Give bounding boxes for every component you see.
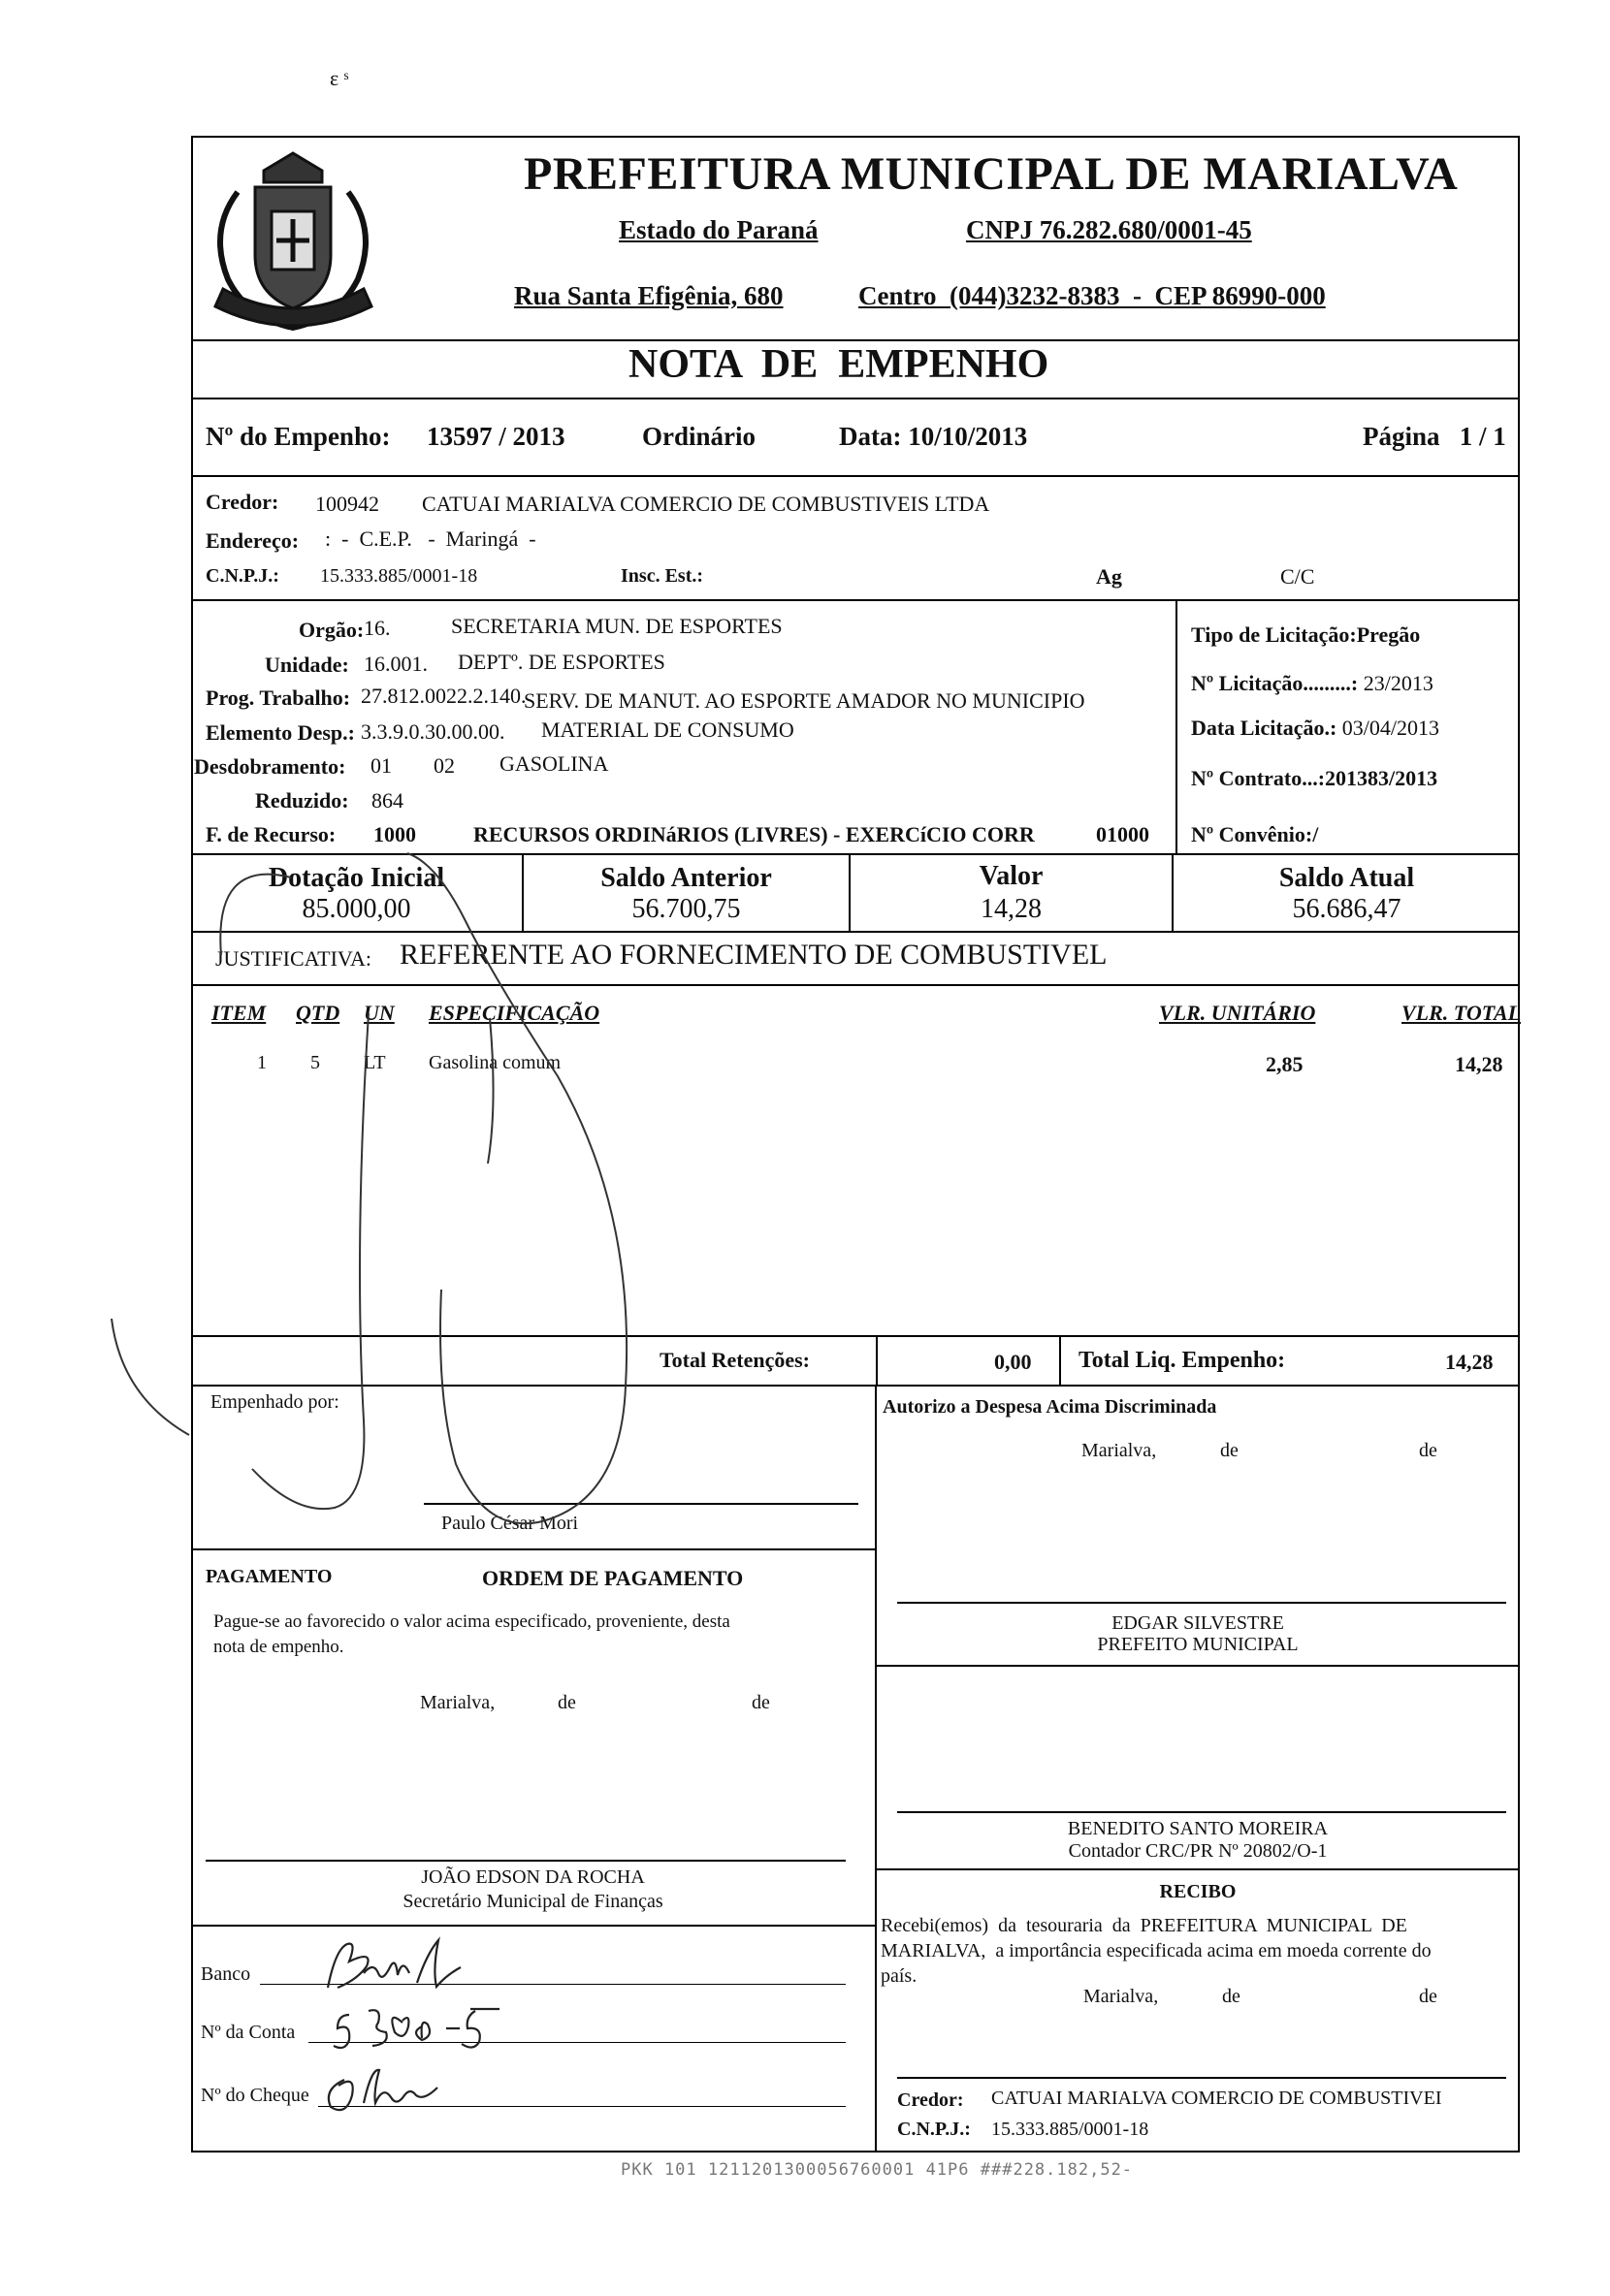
address-street: Rua Santa Efigênia, 680 [514,281,784,310]
divider [1059,1335,1061,1386]
convenio: Nº Convênio:/ [1191,822,1319,846]
signature-line [897,1811,1506,1813]
insc-est-label: Insc. Est.: [621,565,704,587]
retencoes-label: Total Retenções: [660,1348,810,1372]
orgao-name: SECRETARIA MUN. DE ESPORTES [451,614,783,638]
dotacao-value: 85.000,00 [302,894,411,924]
recibo-de2: de [1419,1986,1437,2007]
valor-value: 14,28 [981,894,1042,924]
licitacao-date [1191,716,1439,741]
col-item-header: ITEM [211,1001,267,1025]
divider [191,475,1520,477]
credor-name: CATUAI MARIALVA COMERCIO DE COMBUSTIVEIS LTDA [422,492,990,516]
tipo-licitacao: Tipo de Licitação:Pregão [1191,622,1421,647]
empenhado-label: Empenhado por: [210,1391,339,1413]
secretario-title: Secretário Municipal de Finanças [402,1891,663,1912]
retencoes-value: 0,00 [994,1350,1032,1374]
row-spec: Gasolina comum [429,1052,562,1073]
recibo-title: RECIBO [1159,1881,1237,1902]
pagamento-label: PAGAMENTO [206,1566,333,1587]
cnpj-credor-label: C.N.P.J.: [206,565,279,587]
recibo-credor-value: CATUAI MARIALVA COMERCIO DE COMBUSTIVEI [991,2088,1442,2109]
endereco-value: : - C.E.P. - Maringá - [325,526,536,551]
handwritten-cheque [315,2060,509,2119]
recibo-de1: de [1222,1986,1240,2007]
saldo-anterior-label: Saldo Anterior [600,863,772,893]
divider [191,1335,1520,1337]
divider [191,853,1520,855]
secretario-name: JOÃO EDSON DA ROCHA [421,1866,645,1888]
saldo-atual-value: 56.686,47 [1292,894,1401,924]
recibo-cnpj-value: 15.333.885/0001-18 [991,2119,1149,2140]
elemento-code: 3.3.9.0.30.00.00. [361,719,505,744]
recurso-num: 01000 [1096,822,1149,846]
handwritten-banco [320,1934,514,2002]
col-total-header: VLR. TOTAL [1401,1001,1522,1025]
divider [191,599,1520,601]
recibo-text-1: Recebi(emos) da tesouraria da PREFEITURA MUNICIPAL DE [881,1915,1407,1936]
liquido-label: Total Liq. Empenho: [1079,1348,1286,1373]
signature-line [206,1860,846,1862]
empenho-date: Data: 10/10/2013 [839,422,1028,451]
autorizo-title: Autorizo a Despesa Acima Discriminada [883,1396,1217,1418]
micr-line: PKK 101 1211201300056760001 41P6 ###228.182,52- [621,2160,1134,2180]
desdobramento-a: 01 [370,753,392,778]
ag-label: Ag [1096,564,1122,589]
recibo-text-2: MARIALVA, a importância especificada acima em moeda corrente do [881,1940,1432,1961]
empenho-label: Nº do Empenho: [206,422,391,451]
autorizo-de2: de [1419,1440,1437,1461]
col-qtd-header: QTD [296,1001,340,1025]
liquido-value: 14,28 [1445,1350,1494,1374]
pagamento-text-1: Pague-se ao favorecido o valor acima especificado, proveniente, desta [213,1611,730,1632]
row-qtd: 5 [310,1052,320,1073]
desdobramento-label: Desdobramento: [194,754,346,779]
cnpj-label: CNPJ 76.282.680/0001-45 [966,215,1252,244]
divider [876,1868,1520,1870]
desdobramento-b: 02 [434,753,455,778]
unidade-code: 16.001. [364,652,428,676]
divider [1175,599,1177,853]
divider [191,1925,875,1927]
state-label: Estado do Paraná [619,215,819,244]
empenhado-name: Paulo César Mori [441,1513,579,1534]
prefeito-name: EDGAR SILVESTRE [1111,1612,1284,1634]
unidade-name: DEPTº. DE ESPORTES [458,650,665,674]
credor-code: 100942 [315,492,379,516]
recurso-label: F. de Recurso: [206,822,337,846]
row-total: 14,28 [1455,1052,1503,1076]
page-number: Página 1 / 1 [1363,422,1506,451]
elemento-name: MATERIAL DE CONSUMO [541,718,794,742]
signature-line [897,1602,1506,1604]
divider [875,1385,877,2152]
autorizo-de1: de [1220,1440,1239,1461]
desdobramento-name: GASOLINA [499,751,609,776]
col-unit-header: VLR. UNITÁRIO [1159,1001,1316,1025]
licitacao-date-label: Data Licitação.: [1191,716,1337,740]
licitacao-number-label: Nº Licitação.........: [1191,671,1359,695]
valor-label: Valor [979,861,1044,891]
licitacao-number-value: 23/2013 [1363,671,1433,695]
orgao-label: Orgão: [299,618,365,642]
licitacao-number [1191,671,1433,696]
col-spec-header: ESPECIFICAÇÃO [429,1001,600,1025]
pagamento-de2: de [752,1692,770,1713]
prog-code: 27.812.0022.2.140. [361,684,527,708]
doc-title: NOTA DE EMPENHO [628,342,1049,387]
justificativa-text: REFERENTE AO FORNECIMENTO DE COMBUSTIVEL [400,939,1108,971]
divider [191,398,1520,399]
pagamento-place: Marialva, [420,1692,496,1713]
contrato: Nº Contrato...:201383/2013 [1191,766,1438,790]
signature-line [897,2077,1506,2079]
reduzido-value: 864 [371,788,403,813]
contador-title: Contador CRC/PR Nº 20802/O-1 [1068,1840,1328,1862]
contador-name: BENEDITO SANTO MOREIRA [1067,1818,1329,1839]
ordem-pagamento-title: ORDEM DE PAGAMENTO [482,1566,744,1590]
pagamento-de1: de [558,1692,576,1713]
address-contact: Centro (044)3232-8383 - CEP 86990-000 [858,281,1326,310]
pagamento-text-2: nota de empenho. [213,1637,344,1657]
empenho-number: 13597 / 2013 [427,422,565,451]
divider [191,1385,1520,1387]
divider [876,1665,1520,1667]
justificativa-label: JUSTIFICATIVA: [215,946,371,971]
saldo-anterior-value: 56.700,75 [631,894,741,924]
page-title: PREFEITURA MUNICIPAL DE MARIALVA [524,148,1459,200]
unidade-label: Unidade: [265,653,349,677]
handwritten-conta [330,1997,524,2056]
prefeito-title: PREFEITO MUNICIPAL [1097,1634,1299,1655]
col-un-header: UN [364,1001,395,1025]
row-un: LT [364,1052,386,1073]
credor-label: Credor: [206,490,279,514]
recibo-credor-label: Credor: [897,2089,964,2111]
empenho-type: Ordinário [642,422,757,451]
divider [191,984,1520,986]
recurso-code: 1000 [373,822,416,846]
dotacao-label: Dotação Inicial [268,863,445,893]
signature-line [424,1503,858,1505]
row-unit: 2,85 [1266,1052,1304,1076]
reduzido-label: Reduzido: [255,788,349,813]
recibo-text-3: país. [881,1965,918,1987]
cnpj-credor-value: 15.333.885/0001-18 [320,565,478,587]
licitacao-date-value: 03/04/2013 [1341,716,1440,740]
banco-label: Banco [201,1963,251,1985]
divider [191,1548,875,1550]
saldo-atual-label: Saldo Atual [1278,863,1415,893]
scan-marks: ɛ ˢ [330,66,349,90]
recibo-cnpj-label: C.N.P.J.: [897,2119,971,2140]
recibo-place: Marialva, [1083,1986,1159,2007]
endereco-label: Endereço: [206,528,300,553]
elemento-label: Elemento Desp.: [206,720,355,745]
row-item: 1 [257,1052,267,1073]
orgao-code: 16. [364,616,391,640]
autorizo-place: Marialva, [1081,1440,1157,1461]
divider [191,931,1520,933]
recurso-name: RECURSOS ORDINáRIOS (LIVRES) - EXERCíCIO CORR [473,822,1035,846]
conta-label: Nº da Conta [201,2022,296,2043]
prog-name: SERV. DE MANUT. AO ESPORTE AMADOR NO MUNICIPIO [524,688,1085,713]
coat-of-arms-logo [199,144,388,337]
cheque-label: Nº do Cheque [201,2085,309,2106]
divider [876,1335,878,1386]
cc-label: C/C [1280,564,1315,589]
prog-label: Prog. Trabalho: [206,686,351,710]
